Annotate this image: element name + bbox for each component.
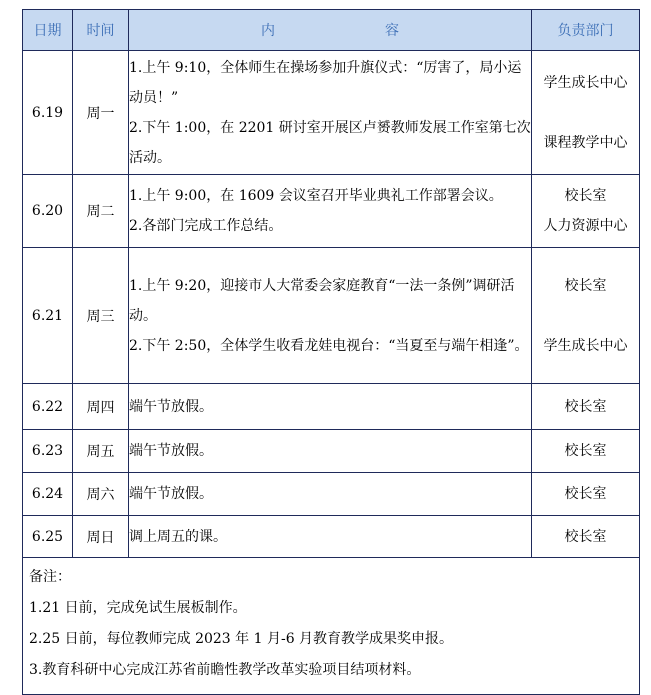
row-dept <box>532 51 640 175</box>
notes-cell <box>23 558 640 695</box>
row-date: 6.21 <box>23 248 73 384</box>
dept-item: 校长室 <box>564 277 607 294</box>
row-day: 周日 <box>73 516 129 558</box>
content-item: 1.上午 9:20，迎接市人大常委会家庭教育“一法一条例”调研活动。 <box>129 277 515 324</box>
row-content <box>129 51 532 175</box>
schedule-sheet <box>22 9 639 695</box>
header-date: 日期 <box>23 10 73 51</box>
row-content <box>129 430 532 473</box>
table-row <box>23 516 640 558</box>
row-date: 6.23 <box>23 430 73 473</box>
row-date: 6.20 <box>23 175 73 248</box>
content-item: 2.下午 1:00，在 2201 研讨室开展区卢赟教师发展工作室第七次活动。 <box>129 119 531 166</box>
notes-row <box>23 558 640 695</box>
content-item: 端午节放假。 <box>129 398 213 415</box>
content-item: 1.上午 9:00，在 1609 会议室召开毕业典礼工作部署会议。 <box>129 188 503 204</box>
row-dept <box>532 516 640 558</box>
header-row <box>23 10 640 51</box>
row-content <box>129 384 532 430</box>
row-content <box>129 473 532 516</box>
row-date: 6.19 <box>23 51 73 175</box>
row-dept <box>532 248 640 384</box>
table-row <box>23 248 640 384</box>
notes-title: 备注： <box>29 569 71 585</box>
notes-line: 3.教育科研中心完成江苏省前瞻性教学改革实验项目结项材料。 <box>29 662 421 678</box>
row-content <box>129 248 532 384</box>
weekly-schedule-table <box>22 9 640 695</box>
dept-item: 校长室 <box>564 486 607 502</box>
row-dept <box>532 430 640 473</box>
content-item: 端午节放假。 <box>129 443 213 459</box>
row-day: 周一 <box>73 51 129 175</box>
row-dept <box>532 473 640 516</box>
header-content-right: 容 <box>385 23 399 39</box>
row-dept <box>532 175 640 248</box>
content-item: 2.各部门完成工作总结。 <box>129 218 283 234</box>
notes-line: 2.25 日前，每位教师完成 2023 年 1 月-6 月教育教学成果奖申报。 <box>29 631 454 647</box>
row-day: 周六 <box>73 473 129 516</box>
row-content <box>129 175 532 248</box>
dept-item: 校长室 <box>564 528 607 545</box>
dept-item: 课程教学中心 <box>543 134 628 151</box>
content-item: 2.下午 2:50，全体学生收看龙娃电视台：“当夏至与端午相逢”。 <box>129 337 529 354</box>
dept-item: 校长室 <box>564 188 607 204</box>
dept-item: 学生成长中心 <box>543 337 628 354</box>
table-row <box>23 51 640 175</box>
content-item: 调上周五的课。 <box>129 528 227 545</box>
row-date: 6.24 <box>23 473 73 516</box>
header-content <box>129 10 532 51</box>
table-row <box>23 175 640 248</box>
row-dept <box>532 384 640 430</box>
dept-item: 校长室 <box>564 398 607 415</box>
row-date: 6.22 <box>23 384 73 430</box>
row-day: 周四 <box>73 384 129 430</box>
dept-item: 学生成长中心 <box>543 74 628 91</box>
dept-item: 校长室 <box>564 443 607 459</box>
row-date: 6.25 <box>23 516 73 558</box>
header-content-left: 内 <box>261 23 275 39</box>
row-content <box>129 516 532 558</box>
dept-item: 人力资源中心 <box>543 218 628 234</box>
row-day: 周三 <box>73 248 129 384</box>
row-day: 周二 <box>73 175 129 248</box>
table-row <box>23 430 640 473</box>
content-item: 端午节放假。 <box>129 486 213 502</box>
header-dept: 负责部门 <box>532 10 640 51</box>
table-row <box>23 473 640 516</box>
table-row <box>23 384 640 430</box>
content-item: 1.上午 9:10，全体师生在操场参加升旗仪式：“厉害了，局小运动员！” <box>129 59 522 106</box>
notes-line: 1.21 日前，完成免试生展板制作。 <box>29 600 247 616</box>
row-day: 周五 <box>73 430 129 473</box>
header-day: 时间 <box>73 10 129 51</box>
